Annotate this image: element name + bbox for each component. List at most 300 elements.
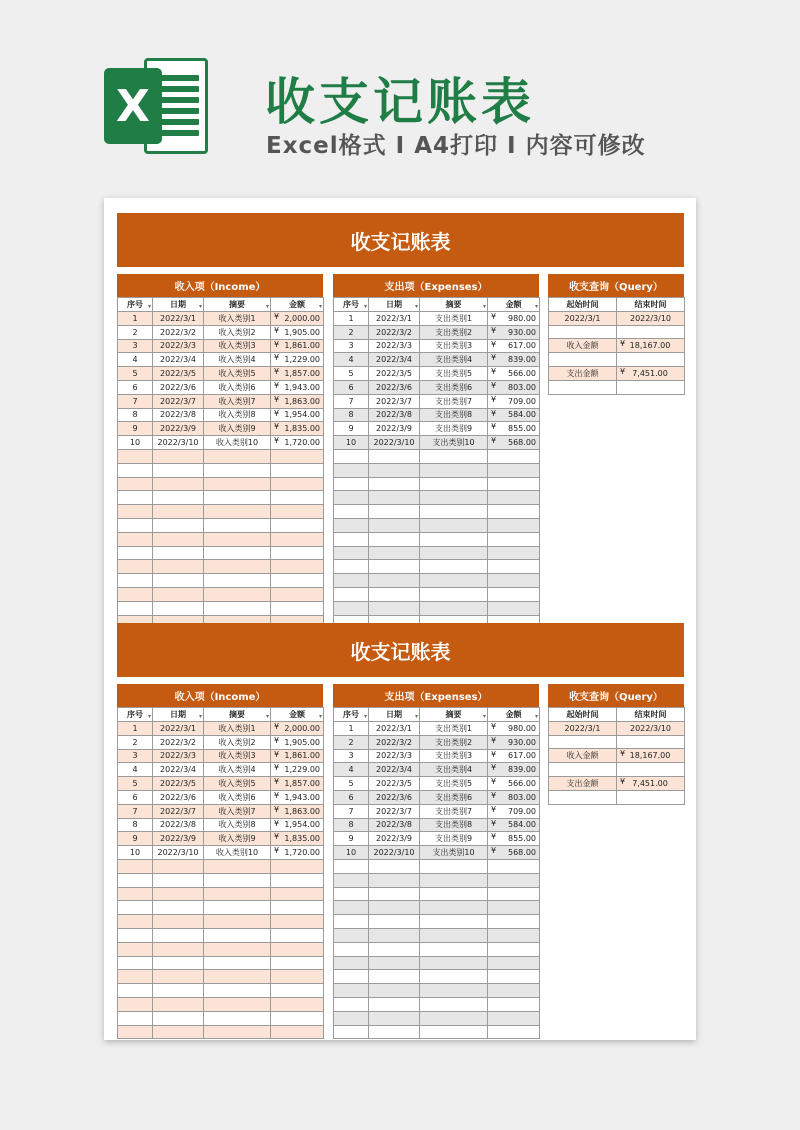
income-col-header[interactable]: 日期 ▾ [153, 708, 204, 722]
query-start-input[interactable]: 2022/3/1 [549, 721, 617, 735]
expense-cell-amount[interactable]: ¥ 566.00 [488, 777, 540, 791]
income-cell-no[interactable]: 8 [118, 818, 153, 832]
expense-cell-amount[interactable] [488, 915, 540, 929]
expense-cell-no[interactable]: 8 [334, 408, 369, 422]
income-cell-no[interactable] [118, 449, 153, 463]
expense-cell-desc[interactable] [420, 997, 488, 1011]
income-cell-amount[interactable]: ¥ 1,861.00 [271, 339, 324, 353]
expense-cell-desc[interactable] [420, 1011, 488, 1025]
income-cell-desc[interactable]: 收入类别10 [204, 436, 271, 450]
expense-cell-no[interactable] [334, 928, 369, 942]
income-cell-date[interactable] [153, 970, 204, 984]
expense-cell-date[interactable] [369, 546, 420, 560]
income-cell-date[interactable] [153, 901, 204, 915]
income-cell-amount[interactable]: ¥ 1,720.00 [271, 846, 324, 860]
expense-cell-no[interactable] [334, 574, 369, 588]
income-cell-desc[interactable] [204, 587, 271, 601]
expense-cell-date[interactable]: 2022/3/1 [369, 312, 420, 326]
expense-cell-amount[interactable] [488, 505, 540, 519]
expense-cell-no[interactable]: 9 [334, 832, 369, 846]
income-cell-no[interactable] [118, 901, 153, 915]
expense-cell-amount[interactable]: ¥ 566.00 [488, 367, 540, 381]
income-cell-date[interactable] [153, 997, 204, 1011]
expense-cell-date[interactable] [369, 1011, 420, 1025]
expense-cell-no[interactable]: 2 [334, 735, 369, 749]
income-cell-desc[interactable] [204, 449, 271, 463]
income-col-header[interactable]: 序号 ▾ [118, 708, 153, 722]
income-cell-amount[interactable] [271, 574, 324, 588]
expense-cell-date[interactable]: 2022/3/6 [369, 380, 420, 394]
expense-cell-no[interactable]: 6 [334, 790, 369, 804]
expense-cell-no[interactable] [334, 601, 369, 615]
expense-cell-desc[interactable]: 支出类别6 [420, 790, 488, 804]
expense-cell-amount[interactable]: ¥ 930.00 [488, 735, 540, 749]
income-cell-no[interactable] [118, 997, 153, 1011]
expense-cell-desc[interactable] [420, 873, 488, 887]
expense-cell-desc[interactable] [420, 928, 488, 942]
income-cell-no[interactable] [118, 505, 153, 519]
income-cell-date[interactable] [153, 928, 204, 942]
expense-cell-no[interactable] [334, 887, 369, 901]
income-cell-amount[interactable] [271, 901, 324, 915]
expense-cell-date[interactable] [369, 477, 420, 491]
expense-cell-no[interactable]: 4 [334, 353, 369, 367]
income-cell-amount[interactable]: ¥ 1,835.00 [271, 832, 324, 846]
expense-cell-no[interactable] [334, 915, 369, 929]
income-cell-no[interactable]: 10 [118, 436, 153, 450]
income-cell-no[interactable] [118, 1025, 153, 1039]
income-cell-date[interactable] [153, 587, 204, 601]
expense-cell-no[interactable] [334, 491, 369, 505]
expense-col-header[interactable]: 摘要 ▾ [420, 298, 488, 312]
income-cell-desc[interactable] [204, 463, 271, 477]
income-cell-no[interactable] [118, 928, 153, 942]
income-cell-no[interactable] [118, 859, 153, 873]
income-cell-desc[interactable] [204, 601, 271, 615]
income-col-header[interactable]: 摘要 ▾ [204, 298, 271, 312]
expense-cell-desc[interactable] [420, 942, 488, 956]
expense-cell-desc[interactable] [420, 518, 488, 532]
income-cell-amount[interactable] [271, 601, 324, 615]
income-cell-amount[interactable] [271, 928, 324, 942]
income-cell-date[interactable] [153, 532, 204, 546]
income-cell-no[interactable] [118, 560, 153, 574]
filter-dropdown-icon[interactable]: ▾ [198, 713, 202, 720]
expense-cell-desc[interactable]: 支出类别5 [420, 367, 488, 381]
expense-cell-amount[interactable] [488, 1025, 540, 1039]
income-cell-date[interactable] [153, 1011, 204, 1025]
expense-cell-desc[interactable] [420, 546, 488, 560]
income-cell-amount[interactable]: ¥ 1,905.00 [271, 325, 324, 339]
expense-cell-date[interactable]: 2022/3/7 [369, 804, 420, 818]
income-cell-desc[interactable] [204, 477, 271, 491]
expense-col-header[interactable]: 序号 ▾ [334, 298, 369, 312]
income-cell-amount[interactable]: ¥ 1,863.00 [271, 394, 324, 408]
expense-cell-date[interactable]: 2022/3/10 [369, 436, 420, 450]
expense-cell-no[interactable]: 7 [334, 394, 369, 408]
expense-cell-amount[interactable] [488, 928, 540, 942]
income-cell-amount[interactable] [271, 887, 324, 901]
income-cell-no[interactable]: 7 [118, 394, 153, 408]
income-cell-no[interactable]: 9 [118, 422, 153, 436]
expense-cell-date[interactable]: 2022/3/4 [369, 763, 420, 777]
income-cell-date[interactable] [153, 859, 204, 873]
income-cell-amount[interactable] [271, 560, 324, 574]
income-cell-date[interactable]: 2022/3/5 [153, 367, 204, 381]
income-cell-no[interactable] [118, 546, 153, 560]
income-cell-date[interactable] [153, 560, 204, 574]
expense-cell-amount[interactable] [488, 956, 540, 970]
income-cell-desc[interactable] [204, 491, 271, 505]
expense-cell-no[interactable] [334, 587, 369, 601]
income-cell-no[interactable]: 2 [118, 325, 153, 339]
expense-cell-desc[interactable] [420, 574, 488, 588]
expense-cell-desc[interactable] [420, 601, 488, 615]
expense-cell-amount[interactable]: ¥ 803.00 [488, 380, 540, 394]
income-cell-desc[interactable]: 收入类别3 [204, 749, 271, 763]
income-cell-amount[interactable]: ¥ 1,835.00 [271, 422, 324, 436]
filter-dropdown-icon[interactable]: ▾ [318, 303, 322, 310]
filter-dropdown-icon[interactable]: ▾ [147, 713, 151, 720]
expense-cell-desc[interactable]: 支出类别8 [420, 408, 488, 422]
expense-cell-date[interactable]: 2022/3/1 [369, 722, 420, 736]
income-cell-amount[interactable]: ¥ 1,861.00 [271, 749, 324, 763]
income-cell-desc[interactable] [204, 574, 271, 588]
income-cell-desc[interactable] [204, 1025, 271, 1039]
income-cell-no[interactable]: 3 [118, 749, 153, 763]
income-cell-date[interactable] [153, 601, 204, 615]
expense-cell-desc[interactable] [420, 859, 488, 873]
expense-cell-no[interactable] [334, 970, 369, 984]
income-cell-date[interactable]: 2022/3/2 [153, 735, 204, 749]
income-cell-amount[interactable] [271, 587, 324, 601]
income-cell-no[interactable] [118, 587, 153, 601]
income-cell-desc[interactable]: 收入类别9 [204, 422, 271, 436]
expense-cell-amount[interactable] [488, 491, 540, 505]
income-cell-no[interactable] [118, 477, 153, 491]
expense-cell-no[interactable] [334, 1011, 369, 1025]
query-end-input[interactable]: 2022/3/10 [617, 311, 685, 325]
expense-cell-desc[interactable] [420, 1025, 488, 1039]
expense-cell-desc[interactable] [420, 463, 488, 477]
income-cell-date[interactable]: 2022/3/4 [153, 763, 204, 777]
income-col-header[interactable]: 金额 ▾ [271, 298, 324, 312]
expense-cell-amount[interactable] [488, 887, 540, 901]
expense-cell-amount[interactable] [488, 532, 540, 546]
income-cell-amount[interactable] [271, 449, 324, 463]
expense-cell-amount[interactable] [488, 477, 540, 491]
expense-cell-date[interactable] [369, 601, 420, 615]
expense-cell-amount[interactable]: ¥ 980.00 [488, 722, 540, 736]
income-cell-amount[interactable] [271, 984, 324, 998]
expense-cell-amount[interactable]: ¥ 568.00 [488, 846, 540, 860]
expense-cell-date[interactable] [369, 984, 420, 998]
expense-cell-desc[interactable]: 支出类别10 [420, 846, 488, 860]
income-cell-date[interactable]: 2022/3/1 [153, 722, 204, 736]
income-cell-no[interactable] [118, 574, 153, 588]
income-cell-amount[interactable]: ¥ 2,000.00 [271, 312, 324, 326]
income-cell-date[interactable]: 2022/3/1 [153, 312, 204, 326]
income-cell-date[interactable]: 2022/3/3 [153, 749, 204, 763]
income-col-header[interactable]: 日期 ▾ [153, 298, 204, 312]
expense-cell-no[interactable]: 1 [334, 722, 369, 736]
expense-cell-date[interactable] [369, 560, 420, 574]
expense-cell-date[interactable]: 2022/3/6 [369, 790, 420, 804]
expense-cell-desc[interactable]: 支出类别7 [420, 804, 488, 818]
expense-cell-amount[interactable]: ¥ 584.00 [488, 408, 540, 422]
income-cell-amount[interactable]: ¥ 1,943.00 [271, 380, 324, 394]
expense-cell-date[interactable]: 2022/3/8 [369, 408, 420, 422]
query-start-input[interactable]: 2022/3/1 [549, 311, 617, 325]
expense-cell-date[interactable] [369, 942, 420, 956]
income-cell-amount[interactable] [271, 859, 324, 873]
income-cell-desc[interactable]: 收入类别1 [204, 312, 271, 326]
income-cell-amount[interactable] [271, 956, 324, 970]
expense-cell-date[interactable] [369, 463, 420, 477]
income-cell-amount[interactable] [271, 970, 324, 984]
expense-cell-amount[interactable] [488, 546, 540, 560]
expense-cell-no[interactable]: 3 [334, 339, 369, 353]
income-cell-date[interactable] [153, 449, 204, 463]
expense-cell-no[interactable] [334, 997, 369, 1011]
expense-cell-no[interactable] [334, 463, 369, 477]
expense-cell-no[interactable] [334, 560, 369, 574]
income-cell-desc[interactable]: 收入类别8 [204, 408, 271, 422]
expense-cell-amount[interactable]: ¥ 584.00 [488, 818, 540, 832]
income-cell-no[interactable]: 5 [118, 777, 153, 791]
expense-cell-date[interactable]: 2022/3/9 [369, 422, 420, 436]
income-col-header[interactable]: 摘要 ▾ [204, 708, 271, 722]
income-cell-amount[interactable] [271, 518, 324, 532]
income-cell-desc[interactable] [204, 956, 271, 970]
expense-cell-amount[interactable] [488, 901, 540, 915]
expense-cell-desc[interactable] [420, 887, 488, 901]
expense-cell-date[interactable] [369, 518, 420, 532]
expense-cell-no[interactable] [334, 942, 369, 956]
income-cell-date[interactable]: 2022/3/7 [153, 804, 204, 818]
expense-cell-desc[interactable]: 支出类别3 [420, 749, 488, 763]
expense-cell-date[interactable]: 2022/3/8 [369, 818, 420, 832]
expense-cell-date[interactable]: 2022/3/3 [369, 749, 420, 763]
expense-cell-amount[interactable] [488, 463, 540, 477]
expense-cell-date[interactable] [369, 997, 420, 1011]
income-cell-amount[interactable]: ¥ 1,954.00 [271, 818, 324, 832]
income-cell-date[interactable]: 2022/3/9 [153, 422, 204, 436]
income-cell-amount[interactable] [271, 463, 324, 477]
expense-cell-desc[interactable] [420, 532, 488, 546]
expense-cell-no[interactable]: 10 [334, 436, 369, 450]
expense-col-header[interactable]: 日期 ▾ [369, 298, 420, 312]
income-cell-amount[interactable] [271, 873, 324, 887]
filter-dropdown-icon[interactable]: ▾ [534, 303, 538, 310]
expense-cell-amount[interactable] [488, 970, 540, 984]
income-cell-amount[interactable] [271, 477, 324, 491]
expense-cell-date[interactable]: 2022/3/2 [369, 735, 420, 749]
expense-cell-date[interactable] [369, 956, 420, 970]
income-cell-no[interactable] [118, 873, 153, 887]
expense-cell-date[interactable] [369, 887, 420, 901]
expense-cell-date[interactable] [369, 1025, 420, 1039]
expense-cell-date[interactable]: 2022/3/3 [369, 339, 420, 353]
expense-cell-amount[interactable]: ¥ 855.00 [488, 422, 540, 436]
expense-cell-amount[interactable]: ¥ 839.00 [488, 763, 540, 777]
income-cell-no[interactable]: 1 [118, 722, 153, 736]
expense-cell-desc[interactable] [420, 984, 488, 998]
filter-dropdown-icon[interactable]: ▾ [265, 713, 269, 720]
expense-cell-date[interactable] [369, 532, 420, 546]
expense-cell-amount[interactable]: ¥ 568.00 [488, 436, 540, 450]
expense-cell-date[interactable]: 2022/3/2 [369, 325, 420, 339]
income-cell-date[interactable]: 2022/3/5 [153, 777, 204, 791]
expense-cell-no[interactable]: 5 [334, 367, 369, 381]
income-cell-date[interactable]: 2022/3/8 [153, 818, 204, 832]
income-cell-date[interactable] [153, 956, 204, 970]
income-cell-date[interactable]: 2022/3/3 [153, 339, 204, 353]
income-cell-amount[interactable]: ¥ 1,943.00 [271, 790, 324, 804]
expense-cell-amount[interactable] [488, 873, 540, 887]
income-cell-date[interactable] [153, 463, 204, 477]
expense-cell-amount[interactable]: ¥ 617.00 [488, 749, 540, 763]
income-cell-desc[interactable] [204, 518, 271, 532]
income-cell-date[interactable] [153, 873, 204, 887]
income-cell-amount[interactable]: ¥ 1,954.00 [271, 408, 324, 422]
income-cell-no[interactable] [118, 984, 153, 998]
expense-cell-no[interactable] [334, 956, 369, 970]
income-cell-no[interactable] [118, 956, 153, 970]
filter-dropdown-icon[interactable]: ▾ [414, 303, 418, 310]
expense-cell-amount[interactable] [488, 449, 540, 463]
income-cell-no[interactable]: 3 [118, 339, 153, 353]
income-cell-no[interactable]: 4 [118, 763, 153, 777]
income-cell-desc[interactable]: 收入类别6 [204, 790, 271, 804]
expense-cell-date[interactable]: 2022/3/4 [369, 353, 420, 367]
expense-cell-date[interactable] [369, 574, 420, 588]
expense-cell-amount[interactable]: ¥ 980.00 [488, 312, 540, 326]
expense-cell-amount[interactable] [488, 518, 540, 532]
income-cell-no[interactable] [118, 491, 153, 505]
expense-cell-amount[interactable]: ¥ 709.00 [488, 394, 540, 408]
income-cell-no[interactable]: 1 [118, 312, 153, 326]
expense-cell-desc[interactable] [420, 560, 488, 574]
expense-cell-date[interactable] [369, 491, 420, 505]
income-cell-no[interactable] [118, 915, 153, 929]
expense-cell-date[interactable] [369, 901, 420, 915]
expense-cell-date[interactable] [369, 449, 420, 463]
income-cell-date[interactable]: 2022/3/4 [153, 353, 204, 367]
income-cell-amount[interactable] [271, 546, 324, 560]
filter-dropdown-icon[interactable]: ▾ [265, 303, 269, 310]
income-cell-desc[interactable]: 收入类别7 [204, 804, 271, 818]
income-cell-desc[interactable] [204, 984, 271, 998]
income-cell-desc[interactable]: 收入类别5 [204, 777, 271, 791]
income-cell-desc[interactable]: 收入类别4 [204, 353, 271, 367]
expense-cell-date[interactable] [369, 859, 420, 873]
expense-cell-date[interactable] [369, 928, 420, 942]
expense-cell-date[interactable] [369, 873, 420, 887]
expense-col-header[interactable]: 金额 ▾ [488, 298, 540, 312]
income-cell-desc[interactable] [204, 942, 271, 956]
expense-cell-no[interactable] [334, 546, 369, 560]
expense-cell-date[interactable]: 2022/3/7 [369, 394, 420, 408]
income-cell-date[interactable] [153, 574, 204, 588]
expense-cell-desc[interactable] [420, 956, 488, 970]
expense-cell-desc[interactable]: 支出类别1 [420, 312, 488, 326]
income-cell-amount[interactable]: ¥ 1,229.00 [271, 763, 324, 777]
filter-dropdown-icon[interactable]: ▾ [198, 303, 202, 310]
expense-cell-date[interactable]: 2022/3/10 [369, 846, 420, 860]
income-cell-no[interactable]: 10 [118, 846, 153, 860]
income-cell-amount[interactable]: ¥ 1,857.00 [271, 777, 324, 791]
income-cell-no[interactable] [118, 518, 153, 532]
query-end-input[interactable]: 2022/3/10 [617, 721, 685, 735]
expense-cell-desc[interactable]: 支出类别9 [420, 832, 488, 846]
expense-cell-no[interactable]: 5 [334, 777, 369, 791]
expense-cell-date[interactable]: 2022/3/5 [369, 367, 420, 381]
income-cell-date[interactable]: 2022/3/9 [153, 832, 204, 846]
expense-cell-amount[interactable]: ¥ 803.00 [488, 790, 540, 804]
filter-dropdown-icon[interactable]: ▾ [147, 303, 151, 310]
income-cell-desc[interactable]: 收入类别7 [204, 394, 271, 408]
expense-cell-no[interactable]: 6 [334, 380, 369, 394]
income-cell-date[interactable] [153, 491, 204, 505]
income-cell-amount[interactable] [271, 505, 324, 519]
expense-cell-desc[interactable] [420, 901, 488, 915]
expense-cell-no[interactable] [334, 518, 369, 532]
income-col-header[interactable]: 序号 ▾ [118, 298, 153, 312]
expense-cell-no[interactable]: 4 [334, 763, 369, 777]
expense-cell-no[interactable] [334, 859, 369, 873]
income-cell-amount[interactable] [271, 1011, 324, 1025]
income-cell-desc[interactable]: 收入类别9 [204, 832, 271, 846]
expense-cell-desc[interactable]: 支出类别10 [420, 436, 488, 450]
expense-cell-no[interactable] [334, 901, 369, 915]
expense-cell-amount[interactable] [488, 587, 540, 601]
income-cell-date[interactable]: 2022/3/10 [153, 436, 204, 450]
income-cell-desc[interactable] [204, 505, 271, 519]
income-cell-amount[interactable] [271, 491, 324, 505]
income-cell-date[interactable]: 2022/3/6 [153, 790, 204, 804]
income-cell-date[interactable] [153, 942, 204, 956]
income-cell-desc[interactable]: 收入类别4 [204, 763, 271, 777]
income-cell-desc[interactable]: 收入类别2 [204, 325, 271, 339]
expense-cell-no[interactable]: 7 [334, 804, 369, 818]
filter-dropdown-icon[interactable]: ▾ [534, 713, 538, 720]
income-cell-no[interactable]: 6 [118, 380, 153, 394]
expense-cell-no[interactable] [334, 505, 369, 519]
expense-cell-desc[interactable]: 支出类别8 [420, 818, 488, 832]
expense-cell-no[interactable]: 2 [334, 325, 369, 339]
income-cell-desc[interactable] [204, 997, 271, 1011]
income-cell-no[interactable]: 9 [118, 832, 153, 846]
income-cell-amount[interactable]: ¥ 1,863.00 [271, 804, 324, 818]
expense-cell-desc[interactable]: 支出类别2 [420, 325, 488, 339]
expense-cell-amount[interactable] [488, 859, 540, 873]
expense-cell-date[interactable] [369, 970, 420, 984]
income-cell-desc[interactable]: 收入类别6 [204, 380, 271, 394]
expense-cell-desc[interactable]: 支出类别1 [420, 722, 488, 736]
income-cell-date[interactable] [153, 915, 204, 929]
expense-col-header[interactable]: 金额 ▾ [488, 708, 540, 722]
expense-cell-desc[interactable] [420, 477, 488, 491]
income-cell-amount[interactable] [271, 915, 324, 929]
expense-col-header[interactable]: 序号 ▾ [334, 708, 369, 722]
income-cell-desc[interactable]: 收入类别8 [204, 818, 271, 832]
expense-cell-amount[interactable] [488, 601, 540, 615]
income-cell-desc[interactable] [204, 1011, 271, 1025]
expense-cell-date[interactable] [369, 505, 420, 519]
income-cell-date[interactable]: 2022/3/6 [153, 380, 204, 394]
income-cell-no[interactable] [118, 970, 153, 984]
